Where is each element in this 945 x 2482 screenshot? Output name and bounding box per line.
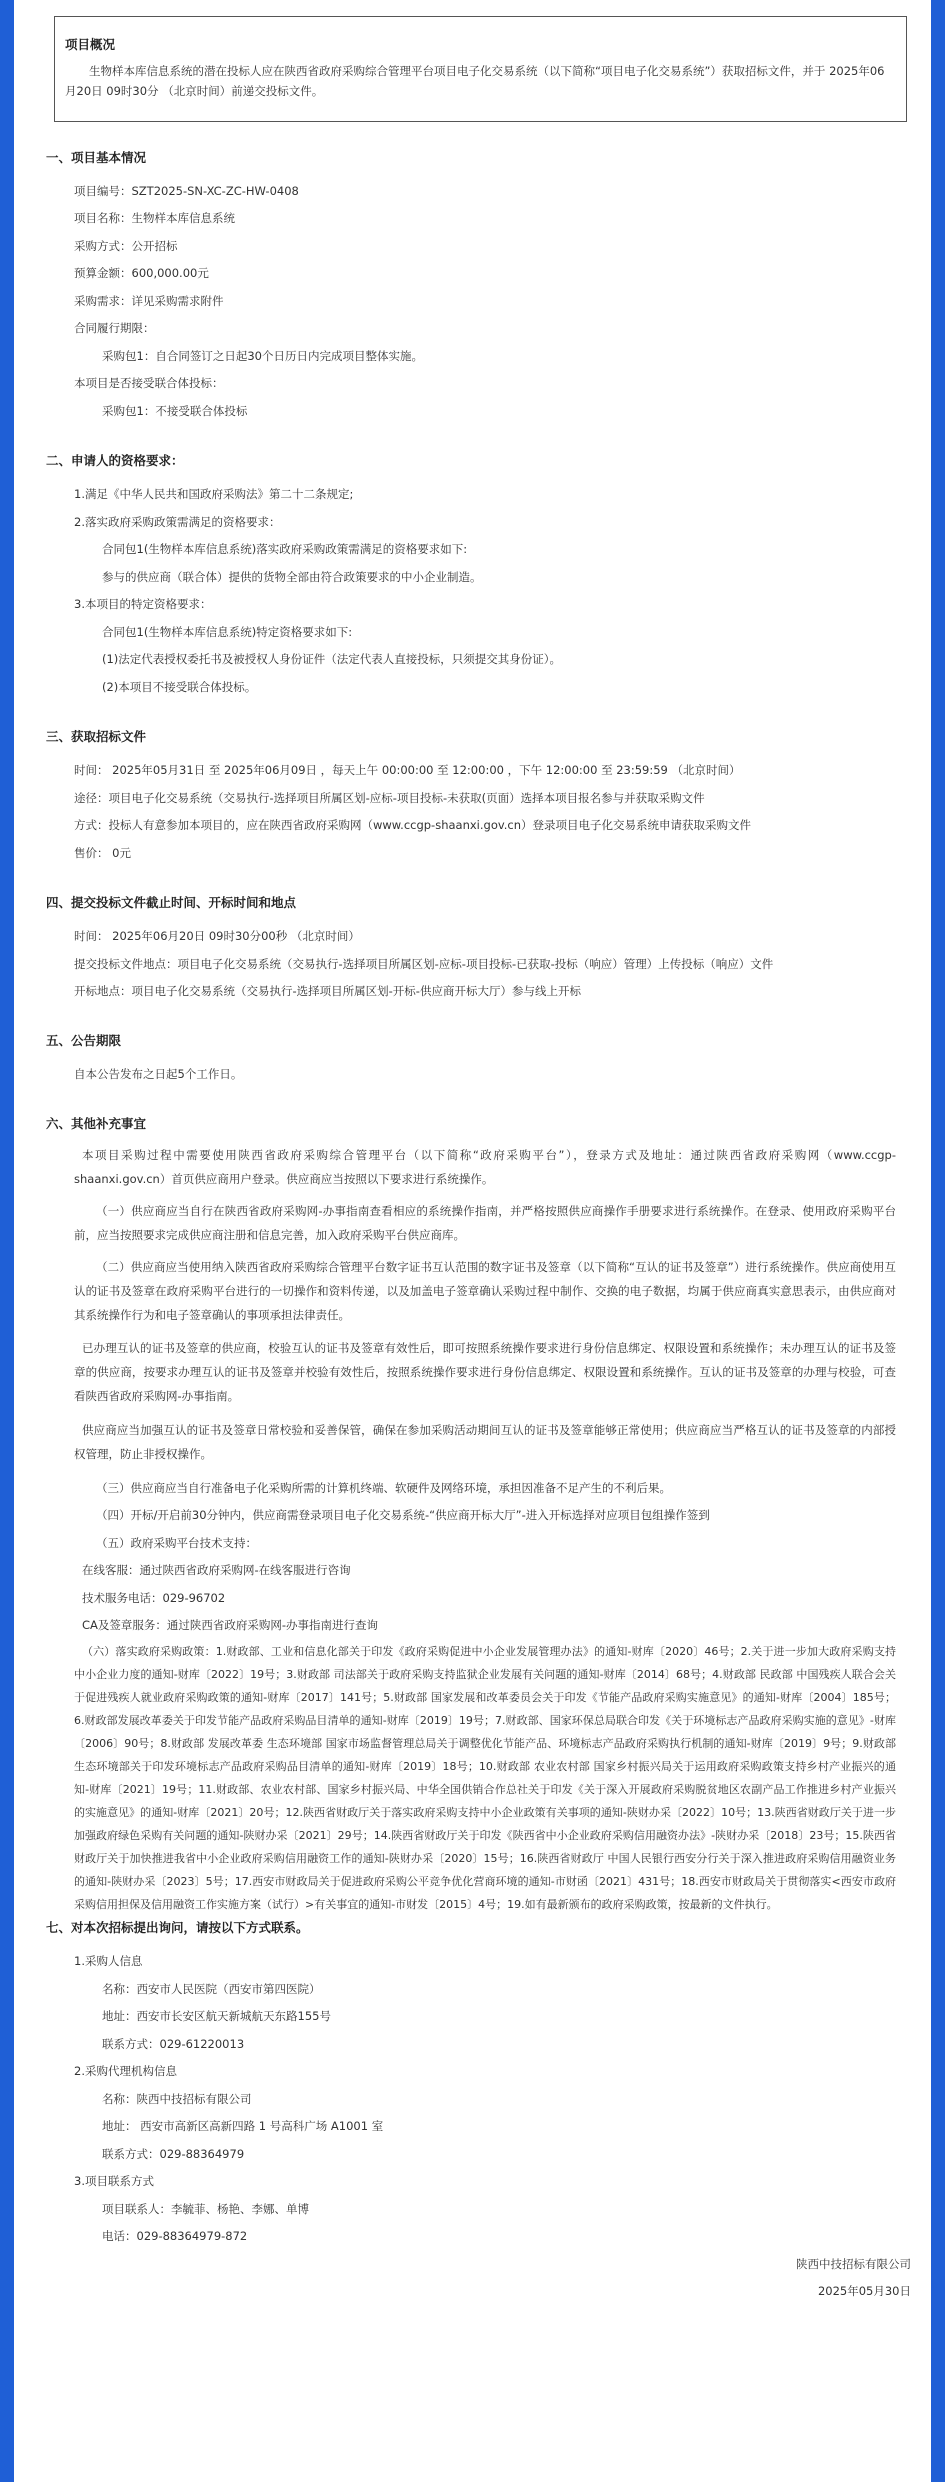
- budget-amount: 预算金额：600,000.00元: [74, 266, 209, 280]
- qualification-line: (2)本项目不接受联合体投标。: [102, 680, 257, 694]
- project-overview-box: [54, 16, 907, 122]
- overview-title: 项目概况: [65, 37, 116, 52]
- project-number: 项目编号：SZT2025-SN-XC-ZC-HW-0408: [74, 184, 299, 198]
- section-3-heading: 三、获取招标文件: [46, 729, 147, 744]
- project-contact-label: 3.项目联系方式: [74, 2174, 154, 2188]
- procurement-method: 采购方式：公开招标: [74, 239, 178, 253]
- section-1-heading: 一、项目基本情况: [46, 150, 147, 165]
- signature-date: 2025年05月30日: [817, 2284, 911, 2298]
- notice-period: 自本公告发布之日起5个工作日。: [74, 1067, 243, 1081]
- project-contact-phone: 电话：029-88364979-872: [102, 2229, 248, 2243]
- supplementary-paragraph: （一）供应商应当自行在陕西省政府采购网-办事指南查看相应的系统操作指南，并严格按照供应商操作手册要求进行系统操作。在登录、使用政府采购平台前，应当按照要求完成供应商注册和信息完善，加入政府采购平台供应商库。: [74, 1204, 896, 1242]
- contract-period-item: 采购包1：自合同签订之日起30个日历日内完成项目整体实施。: [102, 349, 423, 363]
- section-2-heading: 二、申请人的资格要求：: [46, 453, 184, 468]
- qualification-line: 参与的供应商（联合体）提供的货物全部由符合政策要求的中小企业制造。: [102, 570, 482, 584]
- opening-location: 开标地点：项目电子化交易系统（交易执行-选择项目所属区划-开标-供应商开标大厅）参与线上开标: [74, 984, 581, 998]
- supplementary-paragraph: （二）供应商应当使用纳入陕西省政府采购综合管理平台数字证书互认范围的数字证书及签章（以下简称“互认的证书及签章”）进行系统操作。供应商使用互认的证书及签章在政府采购平台进行的一切操作和资料传递，以及加盖电子签章确认采购过程中制作、交换的电子数据，均属于供应商真实意思表示，由供应商对其系统操作行为和电子签章确认的事项承担法律责任。: [74, 1260, 896, 1322]
- agency-contact: 联系方式：029-88364979: [102, 2147, 245, 2161]
- document-price: 售价： 0元: [74, 846, 131, 860]
- consortium-item: 采购包1：不接受联合体投标: [102, 404, 248, 418]
- project-name: 项目名称：生物样本库信息系统: [74, 211, 235, 225]
- obtain-time: 时间： 2025年05月31日 至 2025年06月09日 ，每天上午 00:00:00 至 12:00:00 ，下午 12:00:00 至 23:59:59 （北京时间）: [74, 763, 741, 777]
- supplementary-line: （四）开标/开启前30分钟内，供应商需登录项目电子化交易系统-“供应商开标大厅”-进入开标选择对应项目包组操作签到: [96, 1508, 710, 1522]
- obtain-mode: 方式：投标人有意参加本项目的，应在陕西省政府采购网（www.ccgp-shaanxi.gov.cn）登录项目电子化交易系统申请获取采购文件: [74, 818, 752, 832]
- ca-signature-service: CA及签章服务：通过陕西省政府采购网-办事指南进行查询: [82, 1618, 379, 1632]
- section-6-heading: 六、其他补充事宜: [46, 1116, 147, 1131]
- purchaser-name: 名称：西安市人民医院（西安市第四医院）: [102, 1982, 321, 1996]
- qualification-line: 合同包1(生物样本库信息系统)特定资格要求如下:: [102, 625, 353, 639]
- policy-paragraph: （六）落实政府采购政策：1.财政部、工业和信息化部关于印发《政府采购促进中小企业发展管理办法》的通知-财库〔2020〕46号；2.关于进一步加大政府采购支持中小企业力度的通知-财库〔2022〕19号；3.财政部 司法部关于政府采购支持监狱企业发展有关问题的通知-财库〔2014〕68号；4.财政部 民政部 中国残疾人联合会关于促进残疾人就业政府采购政策的通知-财库〔2017〕141号；5.财政部 国家发展和改革委员会关于印发《节能产品政府采购实施意见》的通知-财库〔2004〕185号；6.财政部发展改革委关于印发节能产品政府采购品目清单的通知-财库〔2019〕19号；7.财政部、国家环保总局联合印发《关于环境标志产品政府采购实施的意见》-财库〔2006〕90号；8.财政部 发展改革委 生态环境部 国家市场监督管理总局关于调整优化节能产品、环境标志产品政府采购执行机制的通知-财库〔2019〕9号；9.财政部生态环境部关于印发环境标志产品政府采购品目清单的通知-财库〔2019〕18号；10.财政部 农业农村部 国家乡村振兴局关于运用政府采购政策支持乡村产业振兴的通知-财库〔2021〕19号；11.财政部、农业农村部、国家乡村振兴局、中华全国供销合作总社关于印发《关于深入开展政府采购脱贫地区农副产品工作推进乡村产业振兴的实施意见》的通知-财库〔2021〕20号；12.陕西省财政厅关于落实政府采购支持中小企业政策有关事项的通知-陕财办采〔2022〕10号；13.陕西省财政厅关于进一步加强政府绿色采购有关问题的通知-陕财办采〔2021〕29号；14.陕西省财政厅关于印发《陕西省中小企业政府采购信用融资办法》-陕财办采〔2018〕23号；15.陕西省财政厅关于加快推进我省中小企业政府采购信用融资工作的通知-陕财办采〔2020〕15号；16.陕西省财政厅 中国人民银行西安分行关于深入推进政府采购信用融资业务的通知-陕财办采〔2023〕5号；17.西安市财政局关于促进政府采购公平竞争优化营商环境的通知-市财函〔2021〕431号；18.西安市财政局关于贯彻落实<西安市政府采购信用担保及信用融资工作实施方案（试行）>有关事宜的通知-市财发〔2015〕4号；19.如有最新颁布的政府采购政策，按最新的文件执行。: [74, 1645, 896, 1911]
- contract-period-label: 合同履行期限：: [74, 321, 155, 335]
- procurement-demand: 采购需求：详见采购需求附件: [74, 294, 224, 308]
- signature-organization: 陕西中技招标有限公司: [796, 2257, 911, 2271]
- deadline-time: 时间： 2025年06月20日 09时30分00秒 （北京时间）: [74, 929, 360, 943]
- supplementary-paragraph: 供应商应当加强互认的证书及签章日常校验和妥善保管，确保在参加采购活动期间互认的证书及签章能够正常使用；供应商应当严格互认的证书及签章的内部授权管理，防止非授权操作。: [74, 1423, 896, 1461]
- online-service: 在线客服：通过陕西省政府采购网-在线客服进行咨询: [82, 1563, 351, 1577]
- section-7-heading: 七、对本次招标提出询问，请按以下方式联系。: [46, 1920, 309, 1935]
- tech-support-phone: 技术服务电话：029-96702: [82, 1591, 226, 1605]
- qualification-line: 3.本项目的特定资格要求：: [74, 597, 212, 611]
- obtain-way: 途径：项目电子化交易系统（交易执行-选择项目所属区划-应标-项目投标-未获取(页面）选择本项目报名参与并获取采购文件: [74, 791, 705, 805]
- agency-info-label: 2.采购代理机构信息: [74, 2064, 177, 2078]
- purchaser-contact: 联系方式：029-61220013: [102, 2037, 245, 2051]
- purchaser-address: 地址：西安市长安区航天新城航天东路155号: [102, 2009, 331, 2023]
- right-border: [931, 0, 945, 2482]
- consortium-label: 本项目是否接受联合体投标：: [74, 376, 224, 390]
- agency-address: 地址： 西安市高新区高新四路 1 号高科广场 A1001 室: [102, 2119, 384, 2133]
- section-5-heading: 五、公告期限: [46, 1033, 122, 1048]
- qualification-line: (1)法定代表授权委托书及被授权人身份证件（法定代表人直接投标，只须提交其身份证）。: [102, 652, 562, 666]
- overview-body: 生物样本库信息系统的潜在投标人应在陕西省政府采购综合管理平台项目电子化交易系统（以下简称“项目电子化交易系统”）获取招标文件，并于 2025年06月20日 09时30分 （北京时间）前递交投标文件。: [65, 64, 885, 98]
- qualification-line: 1.满足《中华人民共和国政府采购法》第二十二条规定;: [74, 487, 354, 501]
- purchaser-info-label: 1.采购人信息: [74, 1954, 143, 1968]
- left-border: [0, 0, 14, 2482]
- project-contact-persons: 项目联系人：李毓菲、杨艳、李娜、单博: [102, 2202, 309, 2216]
- qualification-line: 2.落实政府采购政策需满足的资格要求：: [74, 515, 281, 529]
- section-4-heading: 四、提交投标文件截止时间、开标时间和地点: [46, 895, 297, 910]
- supplementary-paragraph: 本项目采购过程中需要使用陕西省政府采购综合管理平台（以下简称“政府采购平台”），登录方式及地址：通过陕西省政府采购网（www.ccgp-shaanxi.gov.cn）首页供应商用户登录。供应商应当按照以下要求进行系统操作。: [74, 1148, 896, 1186]
- qualification-line: 合同包1(生物样本库信息系统)落实政府采购政策需满足的资格要求如下:: [102, 542, 468, 556]
- supplementary-line: （三）供应商应当自行准备电子化采购所需的计算机终端、软硬件及网络环境，承担因准备不足产生的不利后果。: [96, 1481, 671, 1495]
- supplementary-line: （五）政府采购平台技术支持：: [96, 1536, 257, 1550]
- agency-name: 名称：陕西中技招标有限公司: [102, 2092, 252, 2106]
- announcement-document: [14, 0, 931, 2482]
- supplementary-paragraph: 已办理互认的证书及签章的供应商，校验互认的证书及签章有效性后，即可按照系统操作要求进行身份信息绑定、权限设置和系统操作；未办理互认的证书及签章的供应商，按要求办理互认的证书及签章并校验有效性后，按照系统操作要求进行身份信息绑定、权限设置和系统操作。互认的证书及签章的办理与校验，可查看陕西省政府采购网-办事指南。: [74, 1341, 896, 1403]
- submit-location: 提交投标文件地点：项目电子化交易系统（交易执行-选择项目所属区划-应标-项目投标-已获取-投标（响应）管理）上传投标（响应）文件: [74, 957, 774, 971]
